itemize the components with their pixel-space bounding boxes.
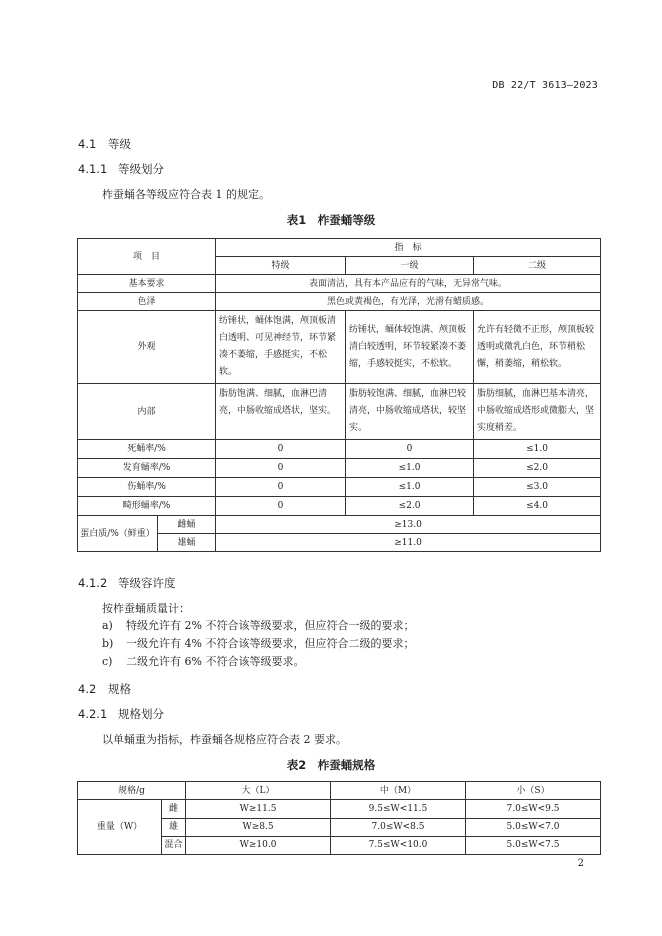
table1-caption: 表1 柞蚕蛹等级 <box>286 213 376 227</box>
color-value: 黑色或黄褐色，有光泽，光滑有蜡质感。 <box>216 293 601 311</box>
cell-special: 0 <box>216 459 346 478</box>
list-marker: b) <box>102 637 114 650</box>
table1-item-header: 项 目 <box>78 239 216 275</box>
cell-second: ≤2.0 <box>474 459 601 478</box>
list-item <box>102 617 414 633</box>
heading-4-2-1 <box>78 706 164 722</box>
appearance-first: 纺锤状，蛹体较饱满、颅顶板清白较透明，环节较紧凑不萎缩，手感较挺实，不松软。 <box>346 311 474 384</box>
cell-large: W≥10.0 <box>186 836 331 854</box>
heading-title: 规格划分 <box>118 707 164 721</box>
table-row <box>78 440 601 459</box>
cell-special: 0 <box>216 440 346 459</box>
paragraph-4-2-1: 以单蛹重为指标，柞蚕蛹各规格应符合表 2 要求。 <box>102 733 347 746</box>
table-row <box>78 782 601 800</box>
heading-number: 4.2.1 <box>78 707 108 721</box>
table-row <box>78 497 601 516</box>
cell-second: ≤1.0 <box>474 440 601 459</box>
size-large-header: 大（L） <box>186 782 331 800</box>
page-number: 2 <box>577 858 584 869</box>
sex-label: 混合 <box>162 836 186 854</box>
appearance-label: 外观 <box>78 311 216 384</box>
list-text: 一级允许有 4% 不符合该等级要求，但应符合二级的要求； <box>126 637 415 650</box>
spec-table <box>77 781 601 855</box>
row-label: 伤蛹率/% <box>78 478 216 497</box>
cell-large: W≥8.5 <box>186 818 331 836</box>
row-label: 发育蛹率/% <box>78 459 216 478</box>
table-row <box>78 800 601 818</box>
row-label: 畸形蛹率/% <box>78 497 216 516</box>
table-row <box>78 459 601 478</box>
cell-first: ≤1.0 <box>346 478 474 497</box>
table2-caption: 表2 柞蚕蛹规格 <box>286 758 376 772</box>
protein-male-label: 雄蛹 <box>158 534 216 552</box>
table-row <box>78 275 601 293</box>
cell-second: ≤3.0 <box>474 478 601 497</box>
heading-number: 4.1 <box>78 137 97 151</box>
sex-label: 雌 <box>162 800 186 818</box>
color-label: 色泽 <box>78 293 216 311</box>
list-text: 二级允许有 6% 不符合该等级要求。 <box>126 655 305 668</box>
list-marker: a) <box>102 619 113 632</box>
grade-first-header: 一级 <box>346 257 474 275</box>
table-row <box>78 311 601 384</box>
heading-4-2 <box>78 681 131 697</box>
internal-special: 脂肪饱满、细腻，血淋巴清亮，中肠收缩成塔状，坚实。 <box>216 384 346 440</box>
basic-requirement-label: 基本要求 <box>78 275 216 293</box>
internal-label: 内部 <box>78 384 216 440</box>
table-row <box>78 384 601 440</box>
table-row <box>78 293 601 311</box>
list-text: 特级允许有 2% 不符合该等级要求，但应符合一级的要求； <box>126 619 415 632</box>
grade-second-header: 二级 <box>474 257 601 275</box>
cell-first: ≤1.0 <box>346 459 474 478</box>
heading-4-1-1 <box>78 161 164 177</box>
paragraph-4-1-2: 按柞蚕蛹质量计： <box>102 602 190 615</box>
cell-small: 7.0≤W<9.5 <box>466 800 601 818</box>
table-row <box>78 516 601 534</box>
table1-indicator-header: 指 标 <box>216 239 601 257</box>
cell-second: ≤4.0 <box>474 497 601 516</box>
table-row <box>78 239 601 257</box>
heading-number: 4.1.1 <box>78 162 108 176</box>
heading-title: 等级划分 <box>118 162 164 176</box>
list-marker: c) <box>102 655 113 668</box>
weight-label: 重量（W） <box>78 800 162 855</box>
size-small-header: 小（S） <box>466 782 601 800</box>
internal-first: 脂肪较饱满、细腻，血淋巴较清亮，中肠收缩成塔状，较坚实。 <box>346 384 474 440</box>
heading-title: 规格 <box>108 682 131 696</box>
cell-special: 0 <box>216 497 346 516</box>
heading-number: 4.2 <box>78 682 97 696</box>
heading-number: 4.1.2 <box>78 576 108 590</box>
cell-large: W≥11.5 <box>186 800 331 818</box>
appearance-second: 允许有轻微不正形，颅顶板较透明或微乳白色，环节稍松懈，稍萎缩，稍松软。 <box>474 311 601 384</box>
size-medium-header: 中（M） <box>331 782 466 800</box>
protein-female-label: 雌蛹 <box>158 516 216 534</box>
heading-title: 等级容许度 <box>118 576 176 590</box>
list-item <box>102 635 414 651</box>
internal-second: 脂肪细腻，血淋巴基本清亮，中肠收缩成塔形或微膨大，坚实度稍差。 <box>474 384 601 440</box>
cell-small: 5.0≤W<7.5 <box>466 836 601 854</box>
cell-medium: 7.0≤W<8.5 <box>331 818 466 836</box>
protein-label: 蛋白质/%（鲜重） <box>78 516 158 552</box>
row-label: 死蛹率/% <box>78 440 216 459</box>
protein-male-value: ≥11.0 <box>216 534 601 552</box>
paragraph-4-1-1: 柞蚕蛹各等级应符合表 1 的规定。 <box>102 188 270 201</box>
cell-special: 0 <box>216 478 346 497</box>
standard-number: DB 22/T 3613—2023 <box>492 80 598 91</box>
basic-requirement-value: 表面清洁，具有本产品应有的气味，无异常气味。 <box>216 275 601 293</box>
list-item <box>102 653 304 669</box>
grade-special-header: 特级 <box>216 257 346 275</box>
cell-small: 5.0≤W<7.0 <box>466 818 601 836</box>
cell-medium: 9.5≤W<11.5 <box>331 800 466 818</box>
protein-female-value: ≥13.0 <box>216 516 601 534</box>
cell-medium: 7.5≤W<10.0 <box>331 836 466 854</box>
table-row <box>78 478 601 497</box>
grade-table <box>77 238 601 552</box>
heading-4-1-2 <box>78 575 176 591</box>
sex-label: 雄 <box>162 818 186 836</box>
appearance-special: 纺锤状，蛹体饱满，颅顶板清白透明、可见神经节，环节紧凑不萎缩，手感挺实，不松软。 <box>216 311 346 384</box>
heading-title: 等级 <box>108 137 131 151</box>
heading-4-1 <box>78 136 131 152</box>
cell-first: ≤2.0 <box>346 497 474 516</box>
cell-first: 0 <box>346 440 474 459</box>
spec-header: 规格/g <box>78 782 186 800</box>
